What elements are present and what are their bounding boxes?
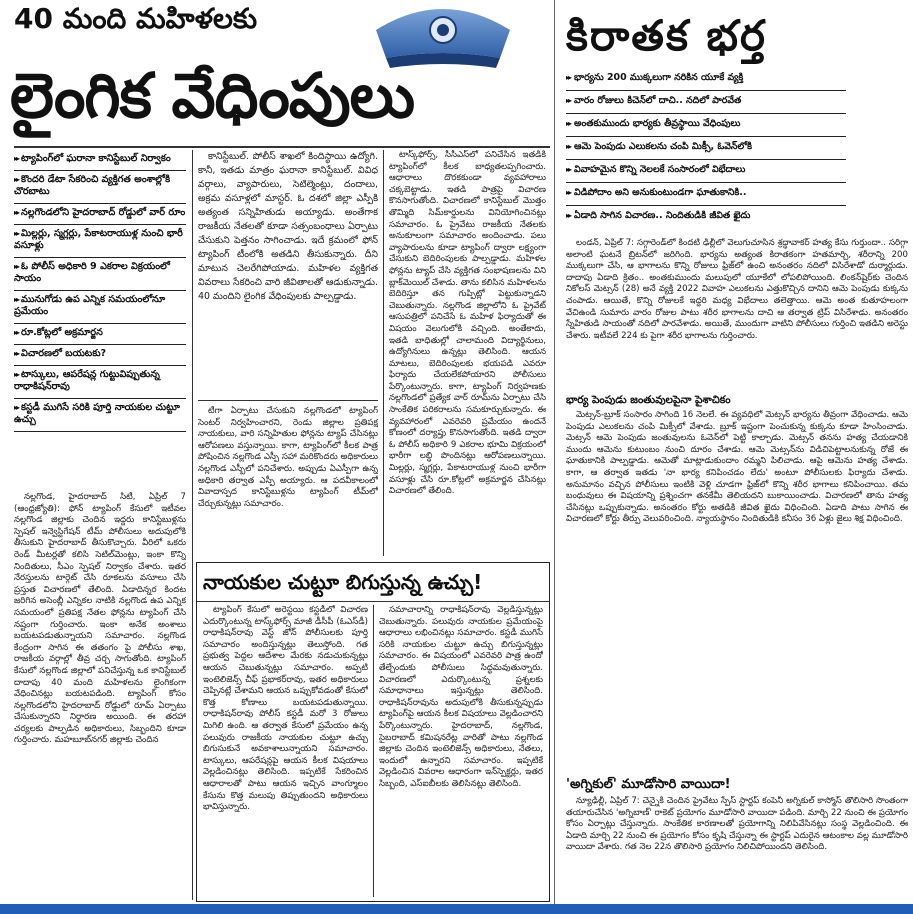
list-item: ▸▸ కొందరి డేటా సేకరించి వ్యక్తిగత అంశాల్లోకి చొరబాటు [14,171,186,204]
right-body-2: మెట్సన్-బ్రూక్ సంసారం సాగింది 16 నెలలే. ఈ వ్యవధిలో మెట్సన్ భార్యను తీవ్రంగా వేధించాడు. ఆమె పెంపుడు ఎలుకలను చంపి మిక్సీలో వేశాడు. బ్రూక్ ఇష్టంగా పెంచుకున్న కుక్కను కూడా హింసించాడు. మెట్సన్ ఆమె పెంపుడు జంతువులను ఓవెన్‌లో పెట్టి కాల్చాడు. మెట్సన్ తనను హత్య చేయడానికి ముందు ఆమెను కుటుంబం నుంచి దూరం చేశాడు. ఆమె మెట్సన్‌ను విడిచిపెట్టాలనుకున్న రోజే ఈ ఘాతుకానికి పాల్పడ్డాడు. ఆమెతో మాట్లాడుకుందాం రమ్మని పిలిచాడు. ఆపై ఆమెను హత్య చేశాడు. కాగా, ఆ తర్వాత ఇతడు 'నా భార్య కనిపించడం లేదు' అంటూ పోలీసులకు ఫిర్యాదు చేశాడు. అనుమానం వచ్చిన పోలీసులు ఇంటికి వెళ్లి చూడగా ఫ్రిజ్‌లో కొన్ని శరీర భాగాలు కనిపించాయి. తమ బంధువులు ఈ విషయాన్ని ప్రశ్నించగా తనకేమీ తెలియదని బుకాయించాడు. విచారణలో తాను హత్య చేసినట్లు ఒప్పుకున్నాడు. అనంతరం కోర్టు అతడికి జీవిత ఖైదు విధించింది. ఏడాది పాటు సాగిన ఈ విచారణలో కోర్టు తీర్పు వెలువరించింది. న్యాయస్థానం నిందితుడికి కనీసం 36 ఏళ్లు జైలు శిక్ష విధించింది. [566,410,908,525]
double-chevron-right-icon: ▸▸ [14,208,19,217]
right-subhead-2: 'అగ్నికుల్' మూడోసారి వాయిదా! [566,777,731,792]
double-chevron-right-icon: ▸▸ [14,154,19,163]
double-chevron-right-icon: ▸▸ [14,403,19,412]
list-item: ▸▸ విడిపోదాం అని అనుకుంటుండగా ఘాతుకానికి.. [566,183,846,206]
list-item: ▸▸ వివాహమైన కొన్ని నెలలకే సంసారంలో విభేదాలు [566,160,846,183]
double-chevron-right-icon: ▸▸ [14,229,19,238]
list-item: ▸▸ రూ.కోట్లలో అక్రమార్జన [14,324,186,345]
list-item: ▸▸ ఓ పోలీస్ అధికారి 9 ఎకరాల విక్రయంలో సాయం [14,258,186,291]
box-col-2: సమాచారాన్ని రాధాకిషన్‌రావు వెల్లడిస్తున్నట్లు చెబుతున్నారు. పలువురు నాయకుల ప్రమేయంపై ఆధారాలు లభించినట్లు సమాచారం. కస్టడీ ముగిసే సరికి నాయకుల చుట్టూ ఉచ్చు బిగుస్తున్నట్లు సమాచారం. ఈ విషయంలో ఎవరెవరి పాత్ర ఉందో తేల్చేందుకు పోలీసులు సిద్ధమవుతున్నారు. విచారణలో ఎదుర్కొంటున్న ప్రశ్నలకు సమాధానాలు ఇస్తున్నట్లు తెలిసింది. రాధాకిషన్‌రావును అదుపులోకి తీసుకున్నప్పుడు ట్యాపింగ్‌పై ఆయన కీలక విషయాలు వెల్లడించారని పేర్కొంటున్నారు. హైదరాబాద్, నల్లగొండ, సైబరాబాద్ కమిషనరేట్ల వారితో పాటు నల్లగొండ జిల్లాకు చెందిన ఇంటెలిజెన్స్ అధికారులు, నేతలు, ఇందులో ఉన్నారని సమాచారం. ఇప్పటికే వెల్లడించిన వివరాల ఆధారంగా ఇన్‌స్పెక్టర్లు, ఇతర సిబ్బంది, ఎస్ఐబీలకు తెలిసినట్లు తెలిసింది. [379,605,543,789]
list-item: ▸▸ భార్యను 200 ముక్కలుగా నరికిన యూకే వ్యక్తి [566,68,846,91]
kicker: 40 మంది మహిళలకు [14,2,258,35]
right-lead-body: లండన్, ఏప్రిల్ 7: సగ్గారెండ్‌లో కిందటి ఢిల్లీలో వెలుగుచూసిన శ్రద్ధావాకర్ హత్య కేసు గుర్తుందా.. సరిగ్గా అలాంటి ఘటనే బ్రిటన్‌లో జరిగింది. భార్యను అత్యంత కిరాతకంగా హతమార్చి, శరీరాన్ని 200 ముక్కలుగా చేసి, ఆ భాగాలను కొన్ని రోజులు ఫ్రిజ్‌లో ఉంచి అనంతరం నదిలో విసిరేశాడో దుర్మార్గుడు. దాదాపు ఏడాది క్రితం.. అంతకుముందు మలుపులో యూకేలో లోపలిపోయింది. లింకన్‌షైర్‌కు చెందిన నికోలస్ మెట్సన్ (28) అనే వ్యక్తి 2022 వివాహ ఎలుకలను ఎత్తుకొచ్చిన దానిని ఆమె పెంపుడు కుక్కను చంపాడు. ఆయితే, కొన్ని రోజులకే ఇద్దరి మధ్య విభేదాలు తలెత్తాయి. ఆమె అంత కుతూహలంగా వేచిఉండి సుమారు వారం రోజుల పాటు శరీర భాగాలను దాచి ఆ తర్వాత ట్రిప్ విసిరేశాడు. అనంతరం స్నేహితుడి సాయంతో నదిలో పారవేశాడు. అయితే, ముందుగా వాటిని పోలీసులు గుర్తించి ఇతడిని అరెస్టు చేశారు. ఇటీవలే 224 కు పైగా శరీర భాగాలను గుర్తించారు. [566,238,908,341]
double-chevron-right-icon: ▸▸ [566,96,571,105]
double-chevron-right-icon: ▸▸ [14,349,19,358]
double-chevron-right-icon: ▸▸ [14,295,19,304]
main-headline: లైంగిక వేధింపులు [10,59,415,132]
double-chevron-right-icon: ▸▸ [566,73,571,82]
left-col-a-body: నల్లగొండ, హైదరాబాద్ సిటీ, ఏప్రిల్ 7 (ఆంధ్రజ్యోతి): ఫోన్ ట్యాపింగ్ కేసులో ఇటీవల నల్లగొండ జిల్లాకు చెందిన ఇద్దరు కానిస్టేబుళ్లను స్పెషల్ ఇన్వెస్టిగేషన్ టీమ్ పోలీసులు అదుపులోకి తీసుకుని హైదరాబాద్ తీసుకొచ్చారు. వీరిలో ఒకరు రెండ్ మీటర్లతో కలిసి సెటిల్‌మెంట్లు, ఇంకా కొన్ని నిందితులు, సీఎం స్పెషల్ నిర్వాకం చేశారు. ఇతర నేరస్తులను టార్గెట్ చేసి రూకలను వసూలు చేసి ప్రస్తుత విచారణలో తేలింది. ఏడాదిన్నర కిందట జరిగిన అసెంబ్లీ ఎన్నికల నాటికి నల్లగొండ ఉప ఎన్నిక సమయంలో ప్రతిపక్ష నేతల ఫోన్లను ట్యాపింగ్ చేసి నష్టంగా గుర్తించారు. ఇంకా అనేక అంశాలు బయటపడుతున్నాయని సమాచారం. నల్లగొండ కేంద్రంగా సాగిన ఈ తతంగం పై పోలీసు శాఖ, రాజకీయ వర్గాల్లో తీవ్ర చర్చ సాగుతోంది. ట్యాపింగ్ కేసులో నల్లగొండ జిల్లాలో పనిచేస్తున్న ఒక కానిస్టేబుల్ దాదాపు 40 మంది మహిళలను లైంగికంగా వేధించినట్లు బయటపడింది. ట్యాపింగ్ కోసం నల్లగొండలోని హైదరాబాద్ రోడ్డులో రూమ్ ఏర్పాటు చేసుకున్నారని నిర్ధారణ అయింది. ఈ తరహా చర్యలకు పాల్పడిన అధికారులు, సిబ్బందిని కూడా గుర్తించారు. మహబూబ్‌నగర్ జిల్లాకు చెందిన [14,492,186,746]
list-item: ▸▸ కస్టడీ ముగిసే సరికి పూర్తి నాయకుల చుట్టూ ఉచ్చు [14,399,186,432]
double-chevron-right-icon: ▸▸ [14,175,19,184]
right-bullet-list [566,68,846,228]
sub-story-box [196,562,550,902]
list-item: ▸▸ టాస్కులు, ఆపరేషన్ల గుట్టువిప్పుతున్న రాధాకిషన్‌రావు [14,366,186,399]
right-body-3: న్యూఢిల్లీ, ఏప్రిల్ 7: చెన్నైకి చెందిన ప్రైవేటు స్పేస్ స్టార్టప్ కంపెనీ అగ్నికుల్ కాస్మోస్ తొలిసారి సొంతంగా తయారుచేసిన 'అగ్నిబాణ్' రాకెట్ ప్రయోగం మూడోసారి వాయిదా పడింది. మార్చి 22 నుంచి ఈ ప్రయోగం కోసం ఏర్పాట్లు చేస్తున్నారు. సాంకేతిక కారణాలతో ప్రయోగాన్ని నిలిపివేసినట్లు సంస్థ వెల్లడించింది. ఈ ఏడాది మార్చి 22 నుంచి ఈ ప్రయోగం కోసం కృషి చేస్తున్నా ఈ స్టార్టప్ ఎదురైన ఆటంకాల వల్ల మూడోసారి వాయిదా వేశారు. గత నెల 22న తొలిసారి ప్రయోగం నిలిచిపోయిందని తెలిసింది. [566,796,908,853]
list-item: ▸▸ మిల్లర్లు, స్మగ్లర్లు, పేకాటరాయుళ్ల నుంచి భారీ వసూళ్లు [14,225,186,258]
left-col-c-body: టాస్క్‌ఫోర్స్, సీసీఎస్‌లో పనిచేసిన ఇతడికి ట్యాపింగ్‌లో కీలక బాధ్యతలప్పగించారు. ఆధారాలు దొరకకుండా వ్యవహారాలు చక్కబెట్టాడు. ఇతడి పాత్రపై విచారణ కొనసాగుతోంది. విచారణలో కానిస్టేబుల్ మొత్తం తొమ్మిది సిమ్‌కార్డులను వినియోగించినట్లు సమాచారం. ఓ ప్రైవేటు రాజకీయ నేతలకు అనుకూలంగా సమాచారం అందించాడు. పలు వ్యాపారులను కూడా ట్యాపింగ్ ద్వారా లక్ష్యంగా చేసుకుని బెదిరింపులకు పాల్పడ్డాడు. మహిళల ఫోన్లను ట్యాప్ చేసి వ్యక్తిగత సంభాషణలను విని బ్లాక్‌మెయిల్ చేశాడు. తాను కలిసిన మహిళలను బెదిరిస్తూ తన గుప్పిట్లో పెట్టుకున్నాడని చెబుతున్నారు. నల్లగొండ జిల్లాలోని ఓ ప్రైవేట్ ఆసుపత్రిలో పనిచేసే ఓ మహిళ ఫిర్యాదుతో ఈ విషయం వెలుగులోకి వచ్చింది. అంతేకాదు, ఇతడి బాధితుల్లో చాలామంది విద్యార్థినులు, ఉద్యోగినులు ఉన్నట్లు తెలిసింది. ఆయన మాటలు, బెదిరింపులకు భయపడి ఎవరూ ఫిర్యాదు చేయలేకపోయారని పోలీసులు పేర్కొంటున్నారు. కాగా, ట్యాపింగ్ నిర్వహణకు నల్లగొండలో ప్రత్యేక వార్ రూమ్‌ను ఏర్పాటు చేసి సాంకేతిక పరికరాలను సమకూర్చుకున్నారు. ఈ వ్యవహారంలో ఎవరెవరి ప్రమేయం ఉందనే కోణంలో దర్యాప్తు కొనసాగుతోంది. ఇతడి ద్వారా ఓ పోలీస్ అధికారి 9 ఎకరాల భూమి విక్రయంలో భారీగా లబ్ధి పొందినట్లు ఆరోపణలున్నాయి. మిల్లర్లు, స్మగ్లర్లు, పేకాటరాయుళ్ల నుంచి భారీగా వసూళ్లు చేసి రూ.కోట్లలో అక్రమార్జన చేసినట్లు విచారణలో తేలింది. [389,150,546,497]
list-item: ▸▸ మునుగోడు ఉప ఎన్నిక సమయంలోనూ ప్రమేయం [14,291,186,324]
list-item: ▸▸ విచారణలో బయటకు? [14,345,186,366]
right-headline: కిరాతక భర్త [566,11,767,60]
right-subhead-1: భార్య పెంపుడు జంతువులపైనా పైశాచికం [566,394,731,406]
list-item: ▸▸ ఏడాది సాగిన విచారణ.. నిందితుడికి జీవిత ఖైదు [566,210,751,221]
box-headline: నాయకుల చుట్టూ బిగుస్తున్న ఉచ్చు! [203,570,483,594]
double-chevron-right-icon: ▸▸ [566,211,571,220]
double-chevron-right-icon: ▸▸ [566,165,571,174]
double-chevron-right-icon: ▸▸ [14,370,19,379]
left-col-b-top: కానిస్టేబుల్. పోలీస్ శాఖలో కిందిస్థాయి ఉద్యోగి. కానీ, ఇతడు మాత్రం ఘరానా కానిస్టేబుల్. వివిధ వర్గాలు, వ్యాపారులు, సెటిల్మెంట్లు, దందాలు, అక్రమ వసూళ్లలో మాస్టర్. ఓ దశలో జిల్లా ఎస్పీకి అత్యంత సన్నిహితుడు అయ్యాడు. అంతేగాక రాజకీయ నేతలతో కూడా సత్సంబంధాలు ఏర్పాటు చేసుకుని పెత్తనం సాగించాడు. ఇదే క్రమంలో ఫోన్ ట్యాపింగ్ టీంలోకి అతడిని తీసుకున్నారు. దీని మాటున చెలరేగిపోయాడు. మహిళల వ్యక్తిగత వివరాలు సేకరించి వారి జీవితాలతో ఆడుకున్నాడు. 40 మందిని లైంగిక వేధింపులకు పాల్పడ్డాడు. [198,151,378,302]
list-item: ▸▸ అంతకుముందు భార్యకు తీవ్రస్థాయి వేధింపులు [566,114,846,137]
left-col-b-bottom: టీగా ఏర్పాటు చేసుకుని నల్లగొండలో ట్యాపింగ్ సెంటర్ నిర్వహించారని, రెండు జిల్లాల ప్రతిపక్ష నాయకులు, వారి సన్నిహితుల ఫోన్లను ట్యాప్ చేసినట్లు ఆరోపణలు వస్తున్నాయి. కాగా, ట్యాపింగ్‌లో కీలక పాత్ర పోషించిన నల్లగొండ ఎస్పీ సహా మరికొందరు అధికారులు నల్లగొండ ఎస్బీలో పనిచేశారు. అప్పుడు ఏఎస్పీగా ఉన్న అధికారి తర్వాత ఎస్పీ అయ్యారు. ఆ పదవీకాలంలో వివాదాస్పద కానిస్టేబుళ్లను ట్యాపింగ్ టీమ్‌లో చేర్చుకున్నట్లు సమాచారం. [198,406,378,509]
list-item: ▸▸ నల్లగొండలోని హైదరాబాద్ రోడ్డులో వార్ రూం [14,204,186,225]
left-bullet-list [14,150,186,432]
page-bottom-bar [0,904,913,914]
double-chevron-right-icon: ▸▸ [566,142,571,151]
double-chevron-right-icon: ▸▸ [14,262,19,271]
list-item: ▸▸ ట్యాపింగ్‌లో ఘరానా కానిస్టేబుల్ నిర్వాకం [14,150,186,171]
box-col-1: ట్యాపింగ్ కేసులో అరెస్టయి కస్టడీలో విచారణ ఎదుర్కొంటున్న టాస్క్‌ఫోర్స్ మాజీ డీసీపీ (ఓఎస్‌డీ) రాధాకిషన్‌రావు వెస్ట్ జోన్ పోలీసులకు పూర్తి సమాచారం అందిస్తున్నట్లు తెలుస్తోంది. గత ప్రభుత్వ పెద్దల ఆదేశాల మేరకు నడుచుకున్నట్లు ఆయన చెబుతున్నట్లు సమాచారం. అప్పటి ఇంటెలిజెన్స్ చీఫ్ ప్రభాకర్‌రావు, ఇతర అధికారులు చెప్పినట్లే చేశామని ఆయన ఒప్పుకోవడంతో కేసులో కొత్త కోణాలు బయటపడుతున్నాయి. రాధాకిషన్‌రావు పోలీస్ కస్టడీ మరో 3 రోజులు మిగిలి ఉంది. ఆ తర్వాత కేసులో ప్రమేయం ఉన్న పలువురు రాజకీయ నాయకుల చుట్టూ ఉచ్చు బిగుసుకునే అవకాశాలున్నాయని సమాచారం. టాస్కులు, ఆపరేషన్లపై ఆయన కీలక విషయాలు వెల్లడించినట్లు తెలిసింది. ఇప్పటికే సేకరించిన ఆధారాలతో పాటు ఆయన ఇచ్చిన వాంగ్మూలం కేసును కొత్త మలుపు తిప్పుతుందని అధికారులు భావిస్తున్నారు. [203,605,368,813]
double-chevron-right-icon: ▸▸ [566,188,571,197]
list-item: ▸▸ వారం రోజులు కిచెన్‌లో దాచి.. నదిలో పారవేత [566,91,846,114]
double-chevron-right-icon: ▸▸ [566,119,571,128]
list-item: ▸▸ ఆమె పెంపుడు ఎలుకలను చంపి మిక్సీ, ఓవెన్‌లోకి [566,137,846,160]
double-chevron-right-icon: ▸▸ [14,328,19,337]
